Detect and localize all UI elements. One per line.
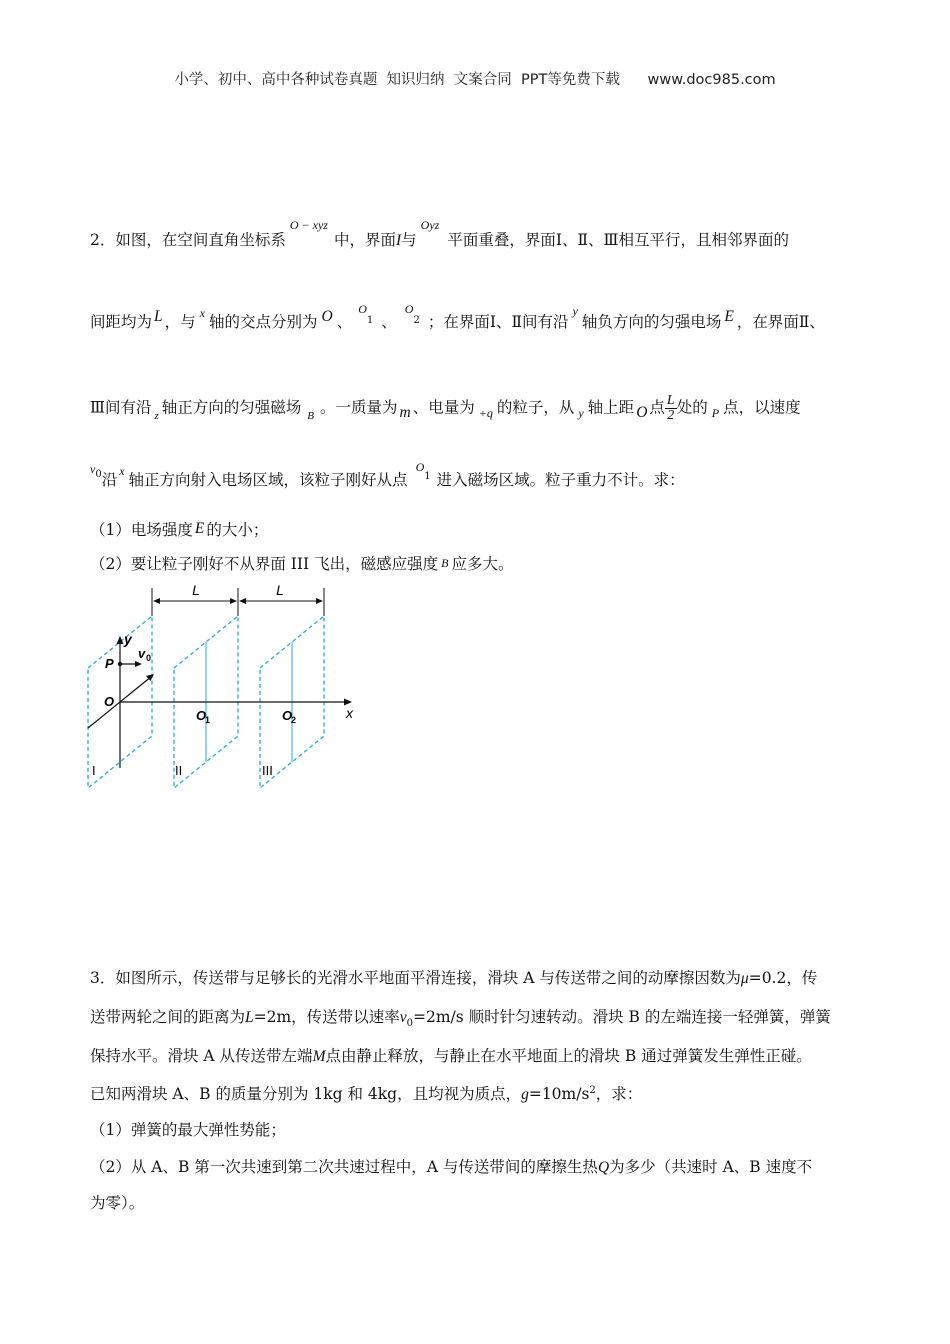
math-E: E: [724, 308, 734, 325]
q2-line-3: [90, 394, 801, 423]
text: 、: [381, 313, 397, 331]
math-O1-sub: 1: [366, 315, 374, 327]
text: 送带两轮之间的距离为: [90, 1008, 246, 1026]
math-M: M: [312, 1048, 326, 1065]
math-L: L: [154, 308, 163, 325]
label-y: y: [124, 631, 132, 647]
frac-num: L: [666, 393, 675, 408]
math-oyz: Oyz: [420, 218, 440, 232]
math-I: I: [395, 232, 402, 249]
q3-line-3: [90, 1044, 812, 1066]
math-q: +q: [478, 405, 493, 420]
text: 轴正方向射入电场区域，该粒子刚好从点: [128, 471, 408, 489]
text: 为零）。: [90, 1194, 145, 1212]
text: 应多大。: [451, 555, 514, 573]
text: =0.2，传: [748, 969, 818, 987]
math-E: E: [194, 520, 205, 537]
q3-part-1: [90, 1118, 286, 1140]
text: Ⅲ间有沿: [90, 398, 152, 417]
text: 轴正方向的匀强磁场: [161, 398, 302, 417]
label-x: x: [346, 705, 353, 721]
text: 进入磁场区域。粒子重力不计。求：: [436, 471, 685, 489]
math-O1: O: [358, 302, 367, 316]
text: 处的: [676, 398, 708, 417]
label-O: O: [104, 694, 115, 709]
text: ，求：: [595, 1085, 643, 1103]
text: 轴的交点分别为: [208, 313, 318, 331]
math-O: O: [321, 308, 333, 325]
text: 点由静止释放，与静止在水平地面上的滑块 B 通过弹簧发生弹性正碰。: [325, 1047, 812, 1065]
math-B: B: [307, 409, 314, 422]
text: 点，以速度: [723, 398, 801, 417]
label-O1-sub: 1: [205, 715, 211, 725]
math-x: x: [199, 306, 205, 320]
label-plane-III: III: [262, 763, 273, 778]
math-z: z: [154, 409, 159, 422]
text: （1）电场强度: [90, 521, 193, 539]
v0-arrow: [135, 661, 142, 667]
q3-part-2-cont: [90, 1191, 144, 1213]
math-m: m: [399, 403, 411, 421]
page-header: 小学、初中、高中各种试卷真题 知识归纳 文案合同 PPT等免费下载 www.doc985.com: [174, 72, 776, 88]
field-diagram: [80, 578, 380, 798]
q3-part-2: [90, 1155, 812, 1177]
text: 。一质量为: [319, 398, 398, 417]
label-P: P: [105, 656, 114, 671]
text: 点: [649, 398, 665, 417]
text: 沿: [101, 471, 118, 489]
math-mu: μ: [740, 970, 749, 987]
text: 中，界面: [333, 231, 396, 249]
dim-label-L2: L: [276, 582, 284, 598]
label-plane-II: II: [175, 763, 183, 778]
text: =2m/s 顺时针匀速转动。滑块 B 的左端连接一轻弹簧，弹簧: [412, 1008, 831, 1026]
dim-label-L1: L: [192, 582, 200, 598]
q3-line-4: [90, 1082, 642, 1104]
math-v0-sub: 0: [406, 1018, 413, 1030]
math-coord-system: O − xyz: [289, 218, 328, 232]
text: 、电量为: [412, 398, 475, 417]
text: 已知两滑块 A、B 的质量分别为 1kg 和 4kg，且均视为质点，: [90, 1085, 522, 1103]
text: 保持水平。滑块 A 从传送带左端: [90, 1047, 313, 1065]
label-O1: O: [196, 708, 207, 723]
text: 轴上距: [587, 398, 635, 417]
text: （2）从 A、B 第一次共速到第二次共速过程中，A 与传送带间的摩擦生热: [90, 1158, 598, 1176]
q3-line-2: [90, 1005, 831, 1029]
text: =2m，传送带以速率: [253, 1008, 400, 1026]
math-P: P: [711, 405, 720, 420]
math-v0: v: [399, 1009, 407, 1026]
math-y: y: [578, 405, 584, 420]
math-x: x: [119, 464, 125, 478]
label-v0: v: [138, 646, 146, 661]
label-plane-I: I: [92, 763, 96, 778]
math-y: y: [572, 304, 578, 318]
text: 、: [336, 313, 353, 331]
q3-line-1: [90, 966, 817, 988]
point-P: [118, 662, 122, 666]
text: （1）弹簧的最大弹性势能；: [90, 1121, 286, 1139]
text: 为多少（共速时 A、B 速度不: [609, 1158, 813, 1176]
label-v0-sub: 0: [146, 653, 152, 663]
text: =10m/s: [528, 1085, 590, 1103]
math-sup: 2: [589, 1084, 596, 1096]
math-Q: Q: [597, 1159, 610, 1176]
math-O1: O: [415, 460, 425, 474]
math-v0-sub: 0: [95, 469, 102, 481]
math-O: O: [636, 403, 648, 421]
text: ，与: [164, 313, 196, 331]
text: 3．如图所示，传送带与足够长的光滑水平地面平滑连接，滑块 A 与传送带之间的动摩擦因数为: [90, 969, 741, 987]
label-O2: O: [282, 708, 293, 723]
text: 的大小；: [206, 521, 269, 539]
q2-part-1: [90, 518, 268, 540]
math-O2: O: [404, 302, 414, 316]
math-B: B: [441, 556, 449, 570]
q2-line-1: [90, 218, 789, 250]
q2-part-2: [90, 552, 513, 574]
math-L: L: [245, 1009, 254, 1026]
label-O2-sub: 2: [291, 715, 297, 725]
text: 的粒子，从: [496, 398, 575, 417]
text: 平面重叠，界面Ⅰ、Ⅱ、Ⅲ相互平行，且相邻界面的: [447, 231, 789, 249]
q2-line-2: [90, 302, 825, 334]
math-v0: v: [90, 462, 96, 476]
q2-line-4: [90, 460, 685, 492]
math-g: g: [521, 1086, 529, 1103]
math-O2-sub: 2: [413, 315, 420, 327]
text: 轴负方向的匀强电场: [581, 313, 722, 331]
text: 与: [401, 231, 417, 249]
math-O1-sub: 1: [424, 471, 431, 483]
math-fraction: [665, 394, 677, 423]
text: 2．如图，在空间直角坐标系: [90, 231, 286, 249]
text: （2）要让粒子刚好不从界面 III 飞出，磁感应强度: [90, 555, 439, 573]
text: ；在界面Ⅰ、Ⅱ间有沿: [427, 313, 569, 331]
frac-den: 2: [667, 408, 675, 423]
text: ，在界面Ⅱ、: [736, 313, 825, 331]
text: 间距均为: [90, 313, 153, 331]
